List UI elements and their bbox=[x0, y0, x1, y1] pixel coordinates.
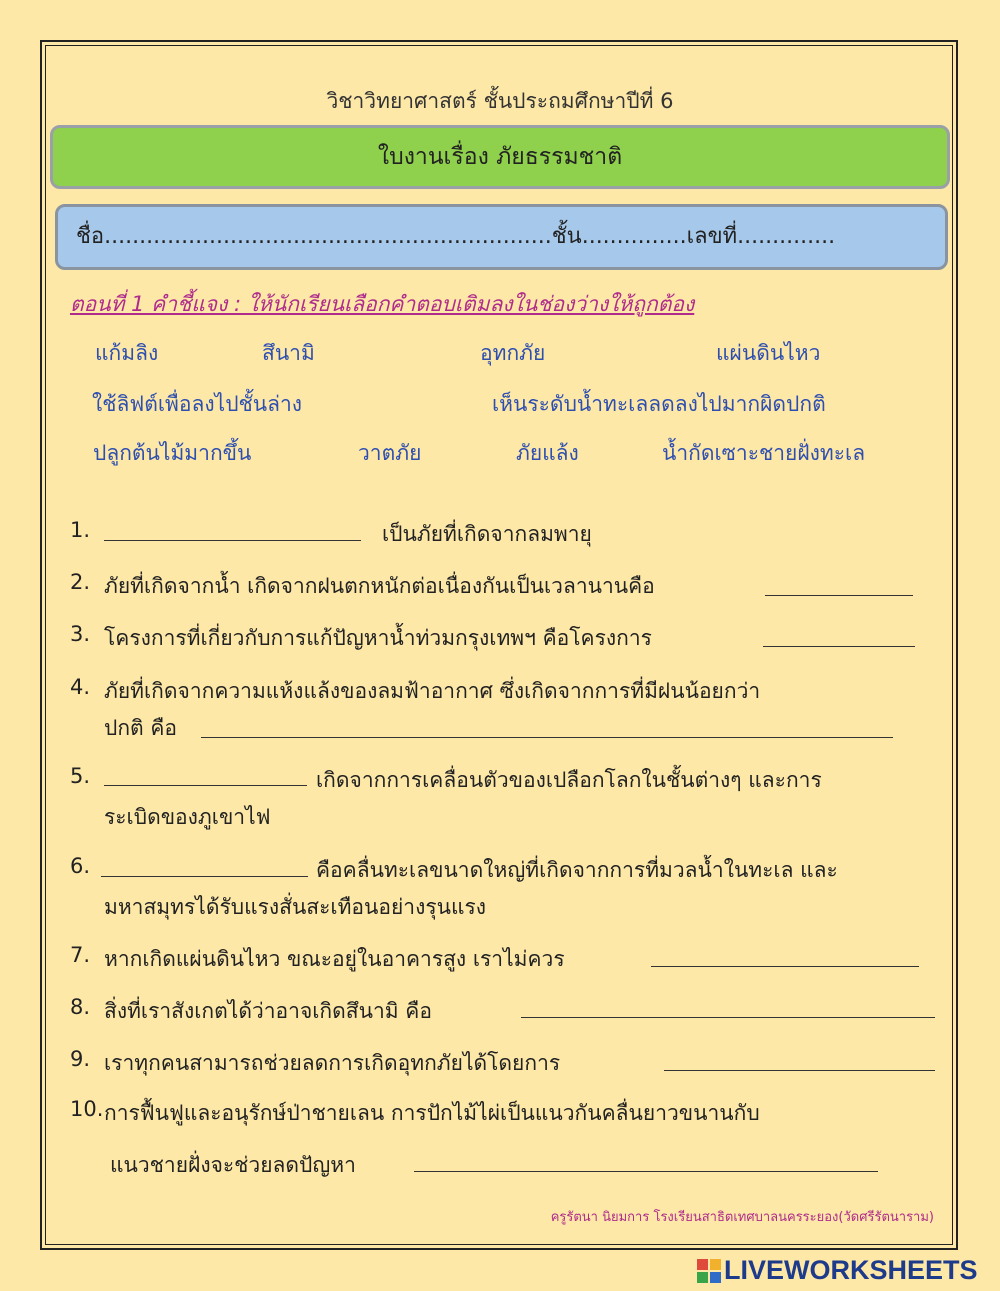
answer-blank-4[interactable] bbox=[201, 737, 893, 738]
word-bank-item: ภัยแล้ง bbox=[516, 441, 579, 465]
word-bank-item: ปลูกต้นไม้มากขึ้น bbox=[93, 441, 252, 465]
number-label: เลขที่ bbox=[686, 224, 738, 249]
question-5-text: เกิดจากการเคลื่อนตัวของเปลือกโลกในชั้นต่างๆ และการ bbox=[316, 768, 822, 792]
question-4-number: 4. bbox=[70, 675, 91, 699]
question-6-number: 6. bbox=[70, 854, 91, 878]
answer-blank-5[interactable] bbox=[104, 785, 307, 786]
question-10-text: การฟื้นฟูและอนุรักษ์ป่าชายเลน การปักไม้ไผ่เป็นแนวกันคลื่นยาวขนานกับ bbox=[104, 1101, 760, 1125]
word-bank-item: แผ่นดินไหว bbox=[716, 341, 821, 365]
answer-blank-7[interactable] bbox=[651, 966, 919, 967]
answer-blank-10[interactable] bbox=[414, 1171, 878, 1172]
question-7-number: 7. bbox=[70, 943, 91, 967]
subject-heading: วิชาวิทยาศาสตร์ ชั้นประถมศึกษาปีที่ 6 bbox=[326, 89, 674, 113]
question-7-text: หากเกิดแผ่นดินไหว ขณะอยู่ในอาคารสูง เราไม่ควร bbox=[104, 947, 565, 971]
word-bank-item: แก้มลิง bbox=[95, 341, 159, 365]
question-3-number: 3. bbox=[70, 622, 91, 646]
question-6-text: คือคลื่นทะเลขนาดใหญ่ที่เกิดจากการที่มวลน้ำในทะเล และ bbox=[316, 858, 838, 882]
word-bank-item: อุทกภัย bbox=[480, 341, 546, 365]
liveworksheets-logo-icon bbox=[697, 1259, 721, 1283]
answer-blank-8[interactable] bbox=[521, 1017, 935, 1018]
answer-blank-2[interactable] bbox=[765, 595, 913, 596]
word-bank-item: น้ำกัดเซาะชายฝั่งทะเล bbox=[662, 441, 866, 465]
question-2-text: ภัยที่เกิดจากน้ำ เกิดจากฝนตกหนักต่อเนื่องกันเป็นเวลานานคือ bbox=[104, 574, 655, 598]
liveworksheets-brand[interactable]: LIVEWORKSHEETS bbox=[724, 1255, 978, 1285]
question-8-number: 8. bbox=[70, 995, 91, 1019]
class-dots[interactable]: ............... bbox=[581, 224, 687, 249]
word-bank-item: ใช้ลิฟต์เพื่อลงไปชั้นล่าง bbox=[92, 392, 303, 416]
question-1-text: เป็นภัยที่เกิดจากลมพายุ bbox=[382, 522, 592, 546]
question-2-number: 2. bbox=[70, 570, 91, 594]
answer-blank-9[interactable] bbox=[664, 1070, 935, 1071]
question-8-text: สิ่งที่เราสังเกตได้ว่าอาจเกิดสึนามิ คือ bbox=[104, 999, 432, 1023]
worksheet-title: ใบงานเรื่อง ภัยธรรมชาติ bbox=[50, 125, 950, 189]
answer-blank-3[interactable] bbox=[763, 646, 915, 647]
answer-blank-1[interactable] bbox=[104, 540, 361, 541]
question-5-text-cont: ระเบิดของภูเขาไฟ bbox=[104, 805, 271, 829]
question-10-text-cont: แนวชายฝั่งจะช่วยลดปัญหา bbox=[110, 1153, 356, 1177]
question-10-number: 10. bbox=[70, 1097, 104, 1121]
question-4-text-cont: ปกติ คือ bbox=[104, 716, 178, 740]
question-4-text: ภัยที่เกิดจากความแห้งแล้งของลมฟ้าอากาศ ซึ่งเกิดจากการที่มีฝนน้อยกว่า bbox=[104, 679, 761, 703]
word-bank-item: วาตภัย bbox=[358, 441, 422, 465]
question-1-number: 1. bbox=[70, 518, 91, 542]
question-3-text: โครงการที่เกี่ยวกับการแก้ปัญหาน้ำท่วมกรุงเทพฯ คือโครงการ bbox=[104, 626, 652, 650]
question-9-text: เราทุกคนสามารถช่วยลดการเกิดอุทกภัยได้โดยการ bbox=[104, 1051, 561, 1075]
class-label: ชั้น bbox=[551, 224, 582, 249]
answer-blank-6[interactable] bbox=[101, 876, 308, 877]
name-dots[interactable]: ................................................................ bbox=[104, 224, 552, 249]
student-info-bar bbox=[55, 204, 948, 270]
question-9-number: 9. bbox=[70, 1047, 91, 1071]
instruction-text: ตอนที่ 1 คำชี้แจง : ให้นักเรียนเลือกคำตอบเติมลงในช่องว่างให้ถูกต้อง bbox=[70, 292, 695, 316]
word-bank-item: สึนามิ bbox=[262, 341, 315, 365]
question-6-text-cont: มหาสมุทรได้รับแรงสั่นสะเทือนอย่างรุนแรง bbox=[104, 895, 487, 919]
teacher-credit: ครูรัตนา นิยมการ โรงเรียนสาธิตเทศบาลนครระยอง(วัดศรีรัตนาราม) bbox=[550, 1210, 934, 1225]
word-bank-item: เห็นระดับน้ำทะเลลดลงไปมากผิดปกติ bbox=[492, 392, 826, 416]
name-label: ชื่อ bbox=[76, 224, 105, 249]
question-5-number: 5. bbox=[70, 764, 91, 788]
number-dots[interactable]: .............. bbox=[737, 224, 836, 249]
